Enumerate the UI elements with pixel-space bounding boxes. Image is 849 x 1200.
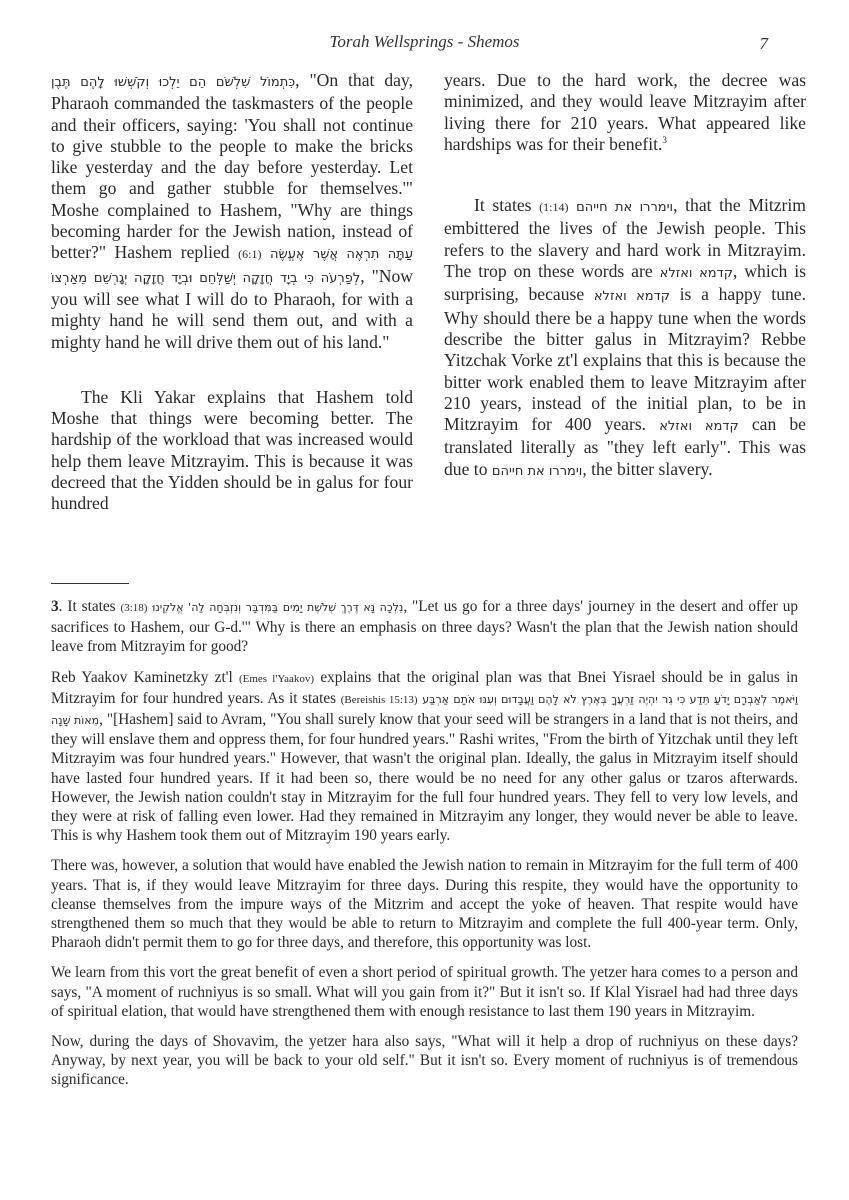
hebrew-quote: כִּתְמוֹל שִׁלְשֹׁם הֵם יֵלְכוּ וְקֹשְׁשׁוּ לָהֶם תֶּבֶן (51, 75, 296, 90)
footnote-paragraph-3: There was, however, a solution that would have enabled the Jewish nation to remain in Mitzrayim for the full term of 400 years. That is, if they would leave Mitzrayim for three days. During this respite, they would have the opportunity to cleanse themselves from the impure ways of the Mitzrim and accept the yoke of heaven. That respite would have strengthened them so much that they would be able to return to Mitzrayim and complete the full 400-year term. Only, Pharaoh didn't permit them to go for three days, and therefore, this opportunity was lost. (51, 857, 798, 952)
body-text: It states (474, 195, 540, 216)
running-title: Torah Wellsprings - Shemos (329, 32, 520, 51)
page-number: 7 (759, 34, 768, 53)
left-paragraph-2: The Kli Yakar explains that Hashem told Moshe that things were becoming better. The hardship of the workload that was increased would help them leave Mitzrayim. This is because it was decreed that the Yidden should be in galus for four hundred (51, 386, 413, 514)
body-text: , the bitter slavery. (582, 458, 713, 479)
footnote-ref[interactable]: 3 (662, 135, 667, 146)
right-paragraph-2 (444, 195, 806, 482)
body-text: , which is surprising, because (444, 261, 806, 305)
hebrew-quote: עַתָּה תִרְאֶה אֲשֶׁר אֶעֱשֶׂה לְפַרְעֹה כִּי בְיָד חֲזָקָה יְשַׁלְּחֵם וּבְיָד חֲזָקָה יְגָרְשֵׁם מֵאַרְצוֹ (51, 247, 413, 286)
left-column (51, 70, 413, 515)
hebrew-quote: קדמא ואזלא (593, 289, 670, 305)
footnote-number: 3 (51, 598, 59, 615)
verse-citation: (6:1) (238, 247, 262, 262)
footnotes-section (51, 597, 798, 1101)
footnote-text: . It states (58, 598, 121, 615)
footnote-separator (51, 583, 129, 584)
body-text: , "Now you will see what I will do to Pharaoh, for with a mighty hand he will send them out, and with a mighty hand he will drive them out of his land." (51, 265, 413, 352)
hebrew-quote: קדמא ואזלא (659, 266, 733, 282)
hebrew-quote: נֵלְכָה נָּא דֶּרֶךְ שְׁלֹשֶׁת יָמִים בַּמִּדְבָּר וְנִזְבְּחָה לַה' אֱלֹקֵינוּ (152, 601, 404, 614)
hebrew-quote: קדמא ואזלא (659, 419, 739, 435)
hebrew-quote: וַיֹּאמֶר לְאַבְרָם יָדֹעַ תֵּדַע כִּי גֵר יִהְיֶה זַרְעֲךָ בְּאֶרֶץ לֹא לָהֶם וַעֲבָדוּם וְעִנּוּ אֹתָם אַרְבַּע מֵאוֹת שָׁנָה (51, 692, 799, 728)
page-header (0, 32, 849, 58)
paragraph-gap (51, 353, 413, 387)
footnote-text: explains that the original plan was that Bnei Yisrael should be in galus in Mitzrayim for four hundred years. As it states (51, 668, 798, 707)
footnote-text: , "Let us go for a three days' journey in the desert and offer up sacrifices to Hashem, our G-d.'" Why is there an emphasis on three days? Wasn't the plan that the Jewish nation should leave from Mitzrayim for good? (51, 598, 798, 656)
hebrew-quote: וימררו את חייהם (491, 463, 583, 479)
footnote-paragraph-2 (51, 668, 798, 846)
right-paragraph-1 (444, 70, 806, 155)
left-paragraph-1 (51, 70, 413, 353)
source-citation: (Emes l'Yaakov) (238, 672, 315, 685)
body-text: , "On that day, Pharaoh commanded the taskmasters of the people and their officers, saying: 'You shall not continue to give stubble to the people to make the bricks like yesterday and the day before yesterday. Let them go and gather stubble for themselves.'" Moshe complained to Hashem, "Why are things becoming harder for the Jewish nation, instead of better?" Hashem replied (51, 70, 413, 263)
footnote-text: Reb Yaakov Kaminetzky zt'l (51, 668, 239, 686)
body-text: , that the Mitzrim embittered the lives of the Jewish people. This refers to the slavery and hard work in Mitzrayim. The trop on these words are (444, 195, 806, 282)
body-text: is a happy tune. Why should there be a happy tune when the words describe the bitter galus in Mitzrayim? Rebbe Yitzchak Vorke zt'l explains that this is because the bitter work enabled them to leave Mitzrayim after 210 years, instead of the initial plan, to be in Mitzrayim for 400 years. (444, 284, 806, 435)
hebrew-quote: וימררו את חייהם (576, 200, 674, 216)
paragraph-gap (444, 155, 806, 195)
footnote-3 (51, 597, 798, 657)
verse-citation: (Bereishis 15:13) (340, 693, 418, 706)
footnote-paragraph-5: Now, during the days of Shovavim, the yetzer hara also says, "What will it help a drop of ruchniyus on these days? Anyway, by next year, you will be back to your old self." But it isn't so. Every moment of ruchniyus is of tremendous significance. (51, 1033, 798, 1089)
footnote-text: , "[Hashem] said to Avram, "You shall surely know that your seed will be strangers in a land that is not theirs, and they will enslave them and oppress them, for four hundred years." Rashi writes, "From the birth of Yitzchak until they left Mitzrayim was four hundred years." However, that wasn't the original plan. Ideally, the galus in Mitzrayim itself should have lasted four hundred years. If it had been so, there would be no need for any other galus or tzaros afterwards. However, the Jewish nation couldn't stay in Mitzrayim for the full four hundred years. They fell to very low levels, and they were at risk of falling even lower. Had they remained in Mitzrayim any longer, they would never be able to leave. This is why Hashem took them out of Mitzrayim 190 years early. (51, 711, 799, 845)
footnote-paragraph-4: We learn from this vort the great benefit of even a short period of spiritual growth. The yetzer hara comes to a person and says, "A moment of ruchniyus is so small. What will you gain from it?" But it isn't so. If Klal Yisrael had had three days of spiritual elation, that would have strengthened them with enough resistance to last them 190 years in Mitzrayim. (51, 964, 798, 1020)
body-text: can be translated literally as "they left early". This was due to (444, 414, 806, 479)
verse-citation: (1:14) (539, 200, 569, 215)
body-text: years. Due to the hard work, the decree was minimized, and they would leave Mitzrayim after living there for 210 years. What appeared like hardships was for their benefit. (444, 70, 806, 154)
right-column (444, 70, 806, 482)
verse-citation: (3:18) (120, 602, 148, 614)
